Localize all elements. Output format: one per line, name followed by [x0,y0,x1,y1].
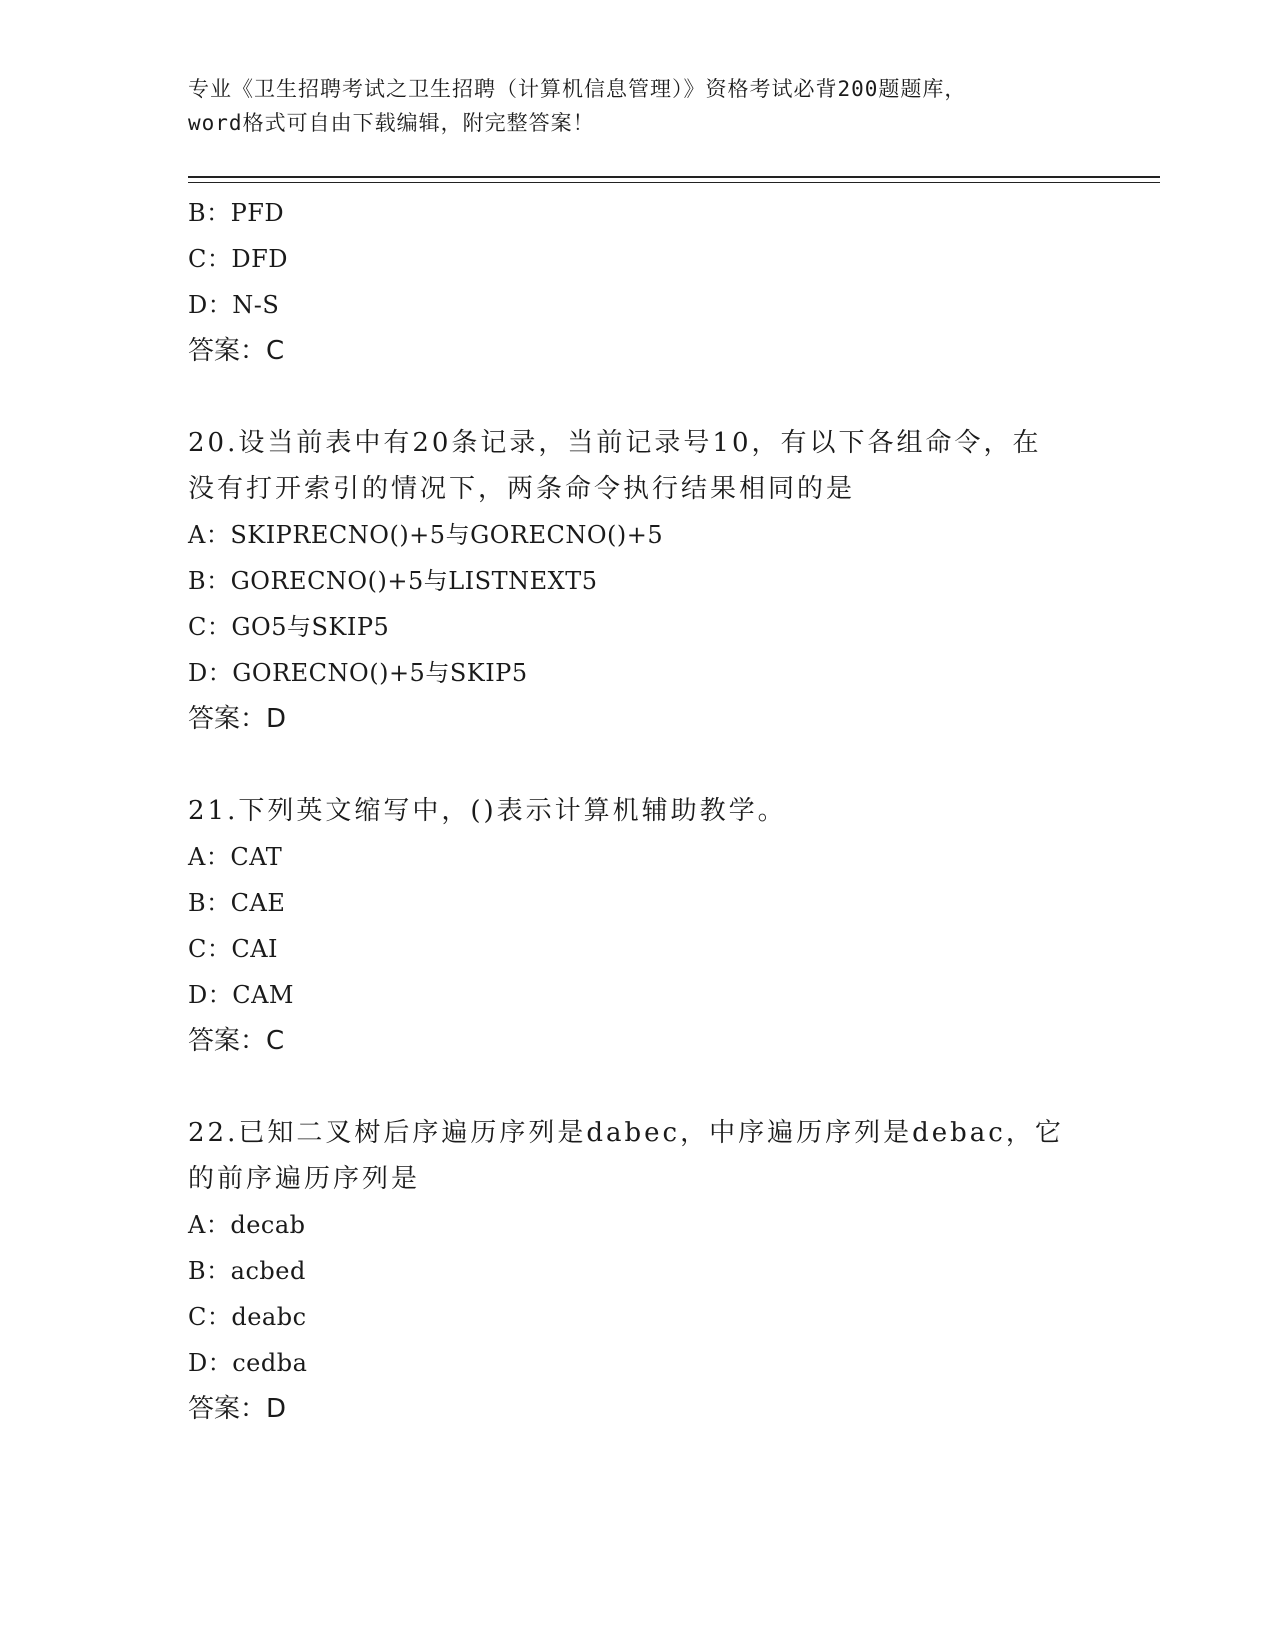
spacer [188,374,1088,420]
option-d: D：N-S [188,291,280,319]
option-d: D：cedba [188,1349,308,1377]
option-b: B：GORECNO()+5与LISTNEXT5 [188,567,598,595]
option-c: C：GO5与SKIP5 [188,613,390,641]
document-header [188,72,1088,140]
answer-line: 答案：C [188,336,285,366]
option-c: C：deabc [188,1303,307,1331]
question-20 [188,420,1088,742]
spacer [188,1064,1088,1110]
previous-question-tail [188,190,1088,374]
question-22 [188,1110,1088,1432]
question-21 [188,788,1088,1064]
option-b: B：PFD [188,199,285,227]
option-b: B：CAE [188,889,286,917]
option-c: C：CAI [188,935,279,963]
header-line-2: word格式可自由下载编辑，附完整答案！ [188,111,595,135]
question-list [188,190,1088,1432]
option-c: C：DFD [188,245,288,273]
option-a: A：SKIPRECNO()+5与GORECNO()+5 [188,521,664,549]
option-a: A：decab [188,1211,306,1239]
answer-line: 答案：C [188,1026,285,1056]
option-b: B：acbed [188,1257,306,1285]
header-line-1: 专业《卫生招聘考试之卫生招聘（计算机信息管理）》资格考试必背200题题库， [188,77,967,101]
question-text: 20.设当前表中有20条记录，当前记录号10，有以下各组命令，在没有打开索引的情况下，两条命令执行结果相同的是 [188,428,1042,504]
header-divider-thin [188,182,1160,183]
option-a: A：CAT [188,843,283,871]
spacer [188,742,1088,788]
answer-line: 答案：D [188,1394,287,1424]
question-text: 21.下列英文缩写中，()表示计算机辅助教学。 [188,796,787,826]
header-divider-thick [188,176,1160,178]
option-d: D：CAM [188,981,295,1009]
question-text: 22.已知二叉树后序遍历序列是dabec，中序遍历序列是debac，它的前序遍历序列是 [188,1118,1064,1194]
answer-line: 答案：D [188,704,287,734]
option-d: D：GORECNO()+5与SKIP5 [188,659,528,687]
